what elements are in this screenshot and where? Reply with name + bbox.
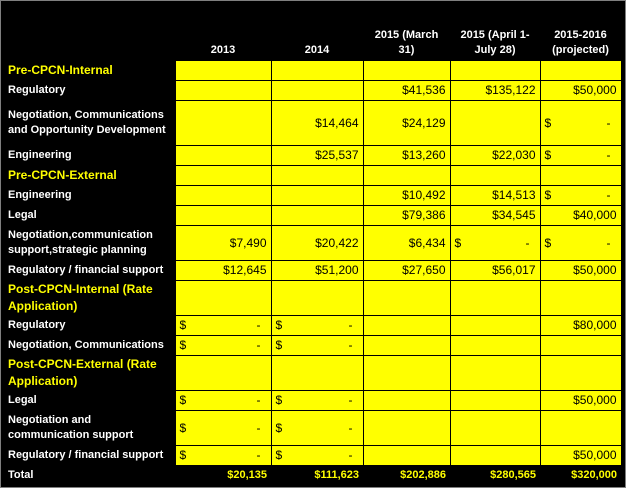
total-cell: $280,565 xyxy=(450,466,540,486)
table-cell: $ - xyxy=(540,101,621,146)
section-title: Post-CPCN-External (Rate Application) xyxy=(4,356,175,391)
row-label: Negotiation, Communications and Opportunity Development xyxy=(4,101,175,146)
table-cell xyxy=(540,336,621,356)
table-cell xyxy=(450,391,540,411)
table-cell: $79,386 xyxy=(363,206,450,226)
table-cell: $ - xyxy=(271,391,363,411)
table-row xyxy=(4,101,621,146)
table-row xyxy=(4,446,621,466)
table-cell: $51,200 xyxy=(271,261,363,281)
table-cell: $14,513 xyxy=(450,186,540,206)
table-cell: $6,434 xyxy=(363,226,450,261)
table-cell: $20,422 xyxy=(271,226,363,261)
table-cell: $ - xyxy=(175,446,271,466)
table-row xyxy=(4,186,621,206)
table-cell: $ - xyxy=(540,186,621,206)
table-cell: $ - xyxy=(175,336,271,356)
total-cell: $111,623 xyxy=(271,466,363,486)
table-cell: $ - xyxy=(271,316,363,336)
total-cell: $320,000 xyxy=(540,466,621,486)
row-label: Legal xyxy=(4,391,175,411)
table-cell xyxy=(175,186,271,206)
table-cell xyxy=(450,411,540,446)
table-cell xyxy=(450,446,540,466)
table-cell: $50,000 xyxy=(540,391,621,411)
table-cell xyxy=(363,391,450,411)
table-cell: $ - xyxy=(175,391,271,411)
section-title: Post-CPCN-Internal (Rate Application) xyxy=(4,281,175,316)
row-label: Negotiation,communication support,strategic planning xyxy=(4,226,175,261)
table-cell: $56,017 xyxy=(450,261,540,281)
section-title: Pre-CPCN-External xyxy=(4,166,175,186)
total-cell: $20,135 xyxy=(175,466,271,486)
table-cell: $14,464 xyxy=(271,101,363,146)
section-row xyxy=(4,356,621,391)
header-row xyxy=(4,11,621,61)
table-cell: $34,545 xyxy=(450,206,540,226)
section-title: Pre-CPCN-Internal xyxy=(4,61,175,81)
table-cell: $ - xyxy=(271,446,363,466)
table-cell: $ - xyxy=(540,146,621,166)
table-cell: $ - xyxy=(175,411,271,446)
table-cell: $ - xyxy=(450,226,540,261)
column-header: 2015 (March 31) xyxy=(363,11,450,61)
row-label: Negotiation, Communications xyxy=(4,336,175,356)
table-cell xyxy=(271,81,363,101)
table-cell: $135,122 xyxy=(450,81,540,101)
row-label: Legal xyxy=(4,206,175,226)
table-cell: $13,260 xyxy=(363,146,450,166)
row-label: Engineering xyxy=(4,186,175,206)
row-label: Regulatory xyxy=(4,81,175,101)
row-label: Regulatory / financial support xyxy=(4,446,175,466)
table-row xyxy=(4,316,621,336)
table-cell: $50,000 xyxy=(540,81,621,101)
table-row xyxy=(4,81,621,101)
column-header: 2015 (April 1- July 28) xyxy=(450,11,540,61)
section-row xyxy=(4,166,621,186)
table-row xyxy=(4,206,621,226)
table-cell xyxy=(175,206,271,226)
table-cell: $40,000 xyxy=(540,206,621,226)
table-cell xyxy=(175,81,271,101)
table-cell: $24,129 xyxy=(363,101,450,146)
table-row xyxy=(4,391,621,411)
table-cell: $50,000 xyxy=(540,261,621,281)
column-header: 2014 xyxy=(271,11,363,61)
table-row xyxy=(4,226,621,261)
table-cell xyxy=(450,336,540,356)
table-cell xyxy=(175,146,271,166)
table-row xyxy=(4,336,621,356)
table-cell: $25,537 xyxy=(271,146,363,166)
row-label: Negotiation and communication support xyxy=(4,411,175,446)
total-label: Total xyxy=(4,466,175,486)
table-cell xyxy=(363,446,450,466)
table-cell: $50,000 xyxy=(540,446,621,466)
section-row xyxy=(4,61,621,81)
column-header: 2013 xyxy=(175,11,271,61)
table-cell xyxy=(363,336,450,356)
table-cell xyxy=(450,316,540,336)
table-cell xyxy=(175,101,271,146)
row-label: Engineering xyxy=(4,146,175,166)
table-cell: $22,030 xyxy=(450,146,540,166)
table-cell: $10,492 xyxy=(363,186,450,206)
table-row xyxy=(4,261,621,281)
table-cell: $ - xyxy=(271,336,363,356)
section-row xyxy=(4,281,621,316)
row-label: Regulatory xyxy=(4,316,175,336)
table-cell xyxy=(271,206,363,226)
table-cell xyxy=(363,316,450,336)
total-row xyxy=(4,466,621,486)
table-row xyxy=(4,146,621,166)
column-header: 2015-2016 (projected) xyxy=(540,11,621,61)
table-cell: $12,645 xyxy=(175,261,271,281)
table-cell: $ - xyxy=(540,226,621,261)
row-label: Regulatory / financial support xyxy=(4,261,175,281)
cost-table xyxy=(4,11,622,486)
total-cell: $202,886 xyxy=(363,466,450,486)
table-cell xyxy=(363,411,450,446)
table-cell: $41,536 xyxy=(363,81,450,101)
header-corner xyxy=(4,11,175,61)
table-cell: $27,650 xyxy=(363,261,450,281)
table-cell: $7,490 xyxy=(175,226,271,261)
table-cell: $ - xyxy=(271,411,363,446)
table-cell xyxy=(271,186,363,206)
table-cell xyxy=(540,411,621,446)
table-cell: $80,000 xyxy=(540,316,621,336)
table-cell xyxy=(450,101,540,146)
table-cell: $ - xyxy=(175,316,271,336)
table-row xyxy=(4,411,621,446)
